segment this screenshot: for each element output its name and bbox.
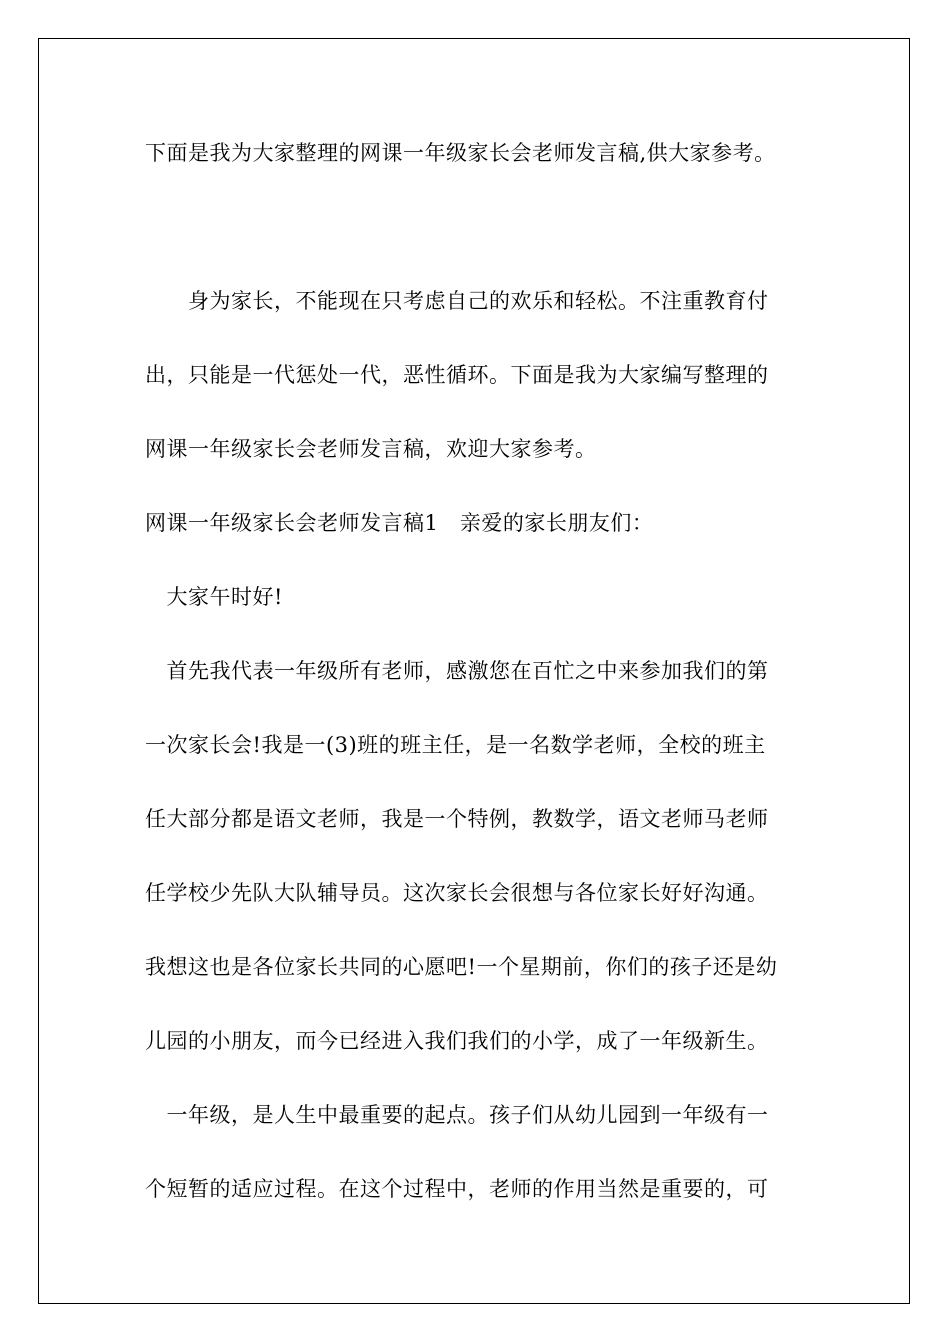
- paragraph-line: 首先我代表一年级所有老师，感激您在百忙之中来参加我们的第: [145, 659, 769, 683]
- greeting-line: 大家午时好!: [145, 585, 283, 609]
- paragraph-line: 任大部分都是语文老师，我是一个特例，教数学，语文老师马老师: [145, 807, 769, 831]
- paragraph-line: 网课一年级家长会老师发言稿，欢迎大家参考。: [145, 437, 597, 461]
- paragraph-line: 任学校少先队大队辅导员。这次家长会很想与各位家长好好沟通。: [145, 881, 769, 905]
- paragraph-line: 个短暂的适应过程。在这个过程中，老师的作用当然是重要的，可: [145, 1177, 769, 1201]
- paragraph-line: 一年级，是人生中最重要的起点。孩子们从幼儿园到一年级有一: [145, 1103, 769, 1127]
- section-heading: 网课一年级家长会老师发言稿1 亲爱的家长朋友们：: [145, 511, 654, 535]
- paragraph-line: 出，只能是一代惩处一代，恶性循环。下面是我为大家编写整理的: [145, 363, 769, 387]
- paragraph-line: 一次家长会!我是一(3)班的班主任，是一名数学老师，全校的班主: [145, 733, 766, 757]
- intro-line: 下面是我为大家整理的网课一年级家长会老师发言稿,供大家参考。: [145, 141, 776, 165]
- paragraph-line: 我想这也是各位家长共同的心愿吧!一个星期前，你们的孩子还是幼: [145, 955, 778, 979]
- paragraph-line: 儿园的小朋友，而今已经进入我们我们的小学，成了一年级新生。: [145, 1029, 769, 1053]
- paragraph-line: 身为家长，不能现在只考虑自己的欢乐和轻松。不注重教育付: [145, 289, 769, 313]
